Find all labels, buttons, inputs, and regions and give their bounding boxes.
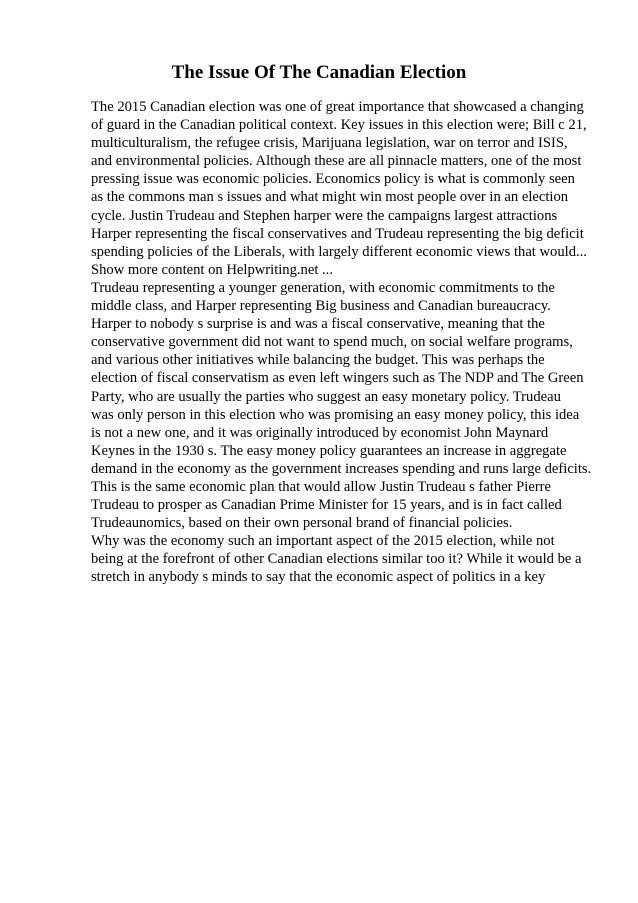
body-text-line: Keynes in the 1930 s. The easy money policy guarantees an increase in aggregate (91, 442, 567, 459)
body-text-line: and various other initiatives while balancing the budget. This was perhaps the (91, 352, 545, 369)
body-text-line: multiculturalism, the refugee crisis, Marijuana legislation, war on terror and ISIS, (91, 135, 568, 152)
body-text-line: as the commons man s issues and what might win most people over in an election (91, 189, 569, 206)
body-text-line: Why was the economy such an important aspect of the 2015 election, while not (91, 533, 555, 550)
body-text-line: election of fiscal conservatism as even left wingers such as The NDP and The Green (91, 370, 584, 387)
body-text-line: Harper to nobody s surprise is and was a fiscal conservative, meaning that the (91, 316, 545, 333)
body-text-line: middle class, and Harper representing Big business and Canadian bureaucracy. (91, 298, 551, 315)
body-text-line: and environmental policies. Although these are all pinnacle matters, one of the most (91, 153, 582, 170)
body-text-line: Trudeau representing a younger generation, with economic commitments to the (91, 279, 555, 296)
body-text-line: Show more content on Helpwriting.net ... (91, 261, 333, 278)
body-text-line: demand in the economy as the government increases spending and runs large deficits. (91, 460, 592, 477)
body-text-line: of guard in the Canadian political context. Key issues in this election were; Bill c 21, (91, 117, 587, 134)
body-text-line: The 2015 Canadian election was one of great importance that showcased a changing (91, 99, 584, 115)
body-text-line: Trudeau to prosper as Canadian Prime Minister for 15 years, and is in fact called (91, 497, 562, 514)
body-text-line: stretch in anybody s minds to say that the economic aspect of politics in a key (91, 569, 546, 586)
body-text-line: is not a new one, and it was originally introduced by economist John Maynard (91, 424, 549, 441)
body-text-line: cycle. Justin Trudeau and Stephen harper were the campaigns largest attractions (91, 207, 558, 224)
body-text-line: This is the same economic plan that would allow Justin Trudeau s father Pierre (91, 478, 552, 495)
body-text-line: Party, who are usually the parties who suggest an easy monetary policy. Trudeau (91, 388, 561, 405)
body-text-line: was only person in this election who was promising an easy money policy, this idea (91, 406, 580, 423)
document-body (91, 98, 591, 587)
body-text-line: Harper representing the fiscal conservatives and Trudeau representing the big deficit (91, 225, 584, 242)
body-text-line: pressing issue was economic policies. Economics policy is what is commonly seen (91, 171, 575, 188)
document-title: The Issue Of The Canadian Election (171, 62, 467, 83)
body-text-line: spending policies of the Liberals, with largely different economic views that would... (91, 243, 587, 260)
body-text-line: Trudeaunomics, based on their own personal brand of financial policies. (91, 515, 513, 532)
body-text-line: conservative government did not want to spend much, on social welfare programs, (91, 334, 573, 351)
body-text-line: being at the forefront of other Canadian elections similar too it? While it would be a (91, 551, 582, 568)
